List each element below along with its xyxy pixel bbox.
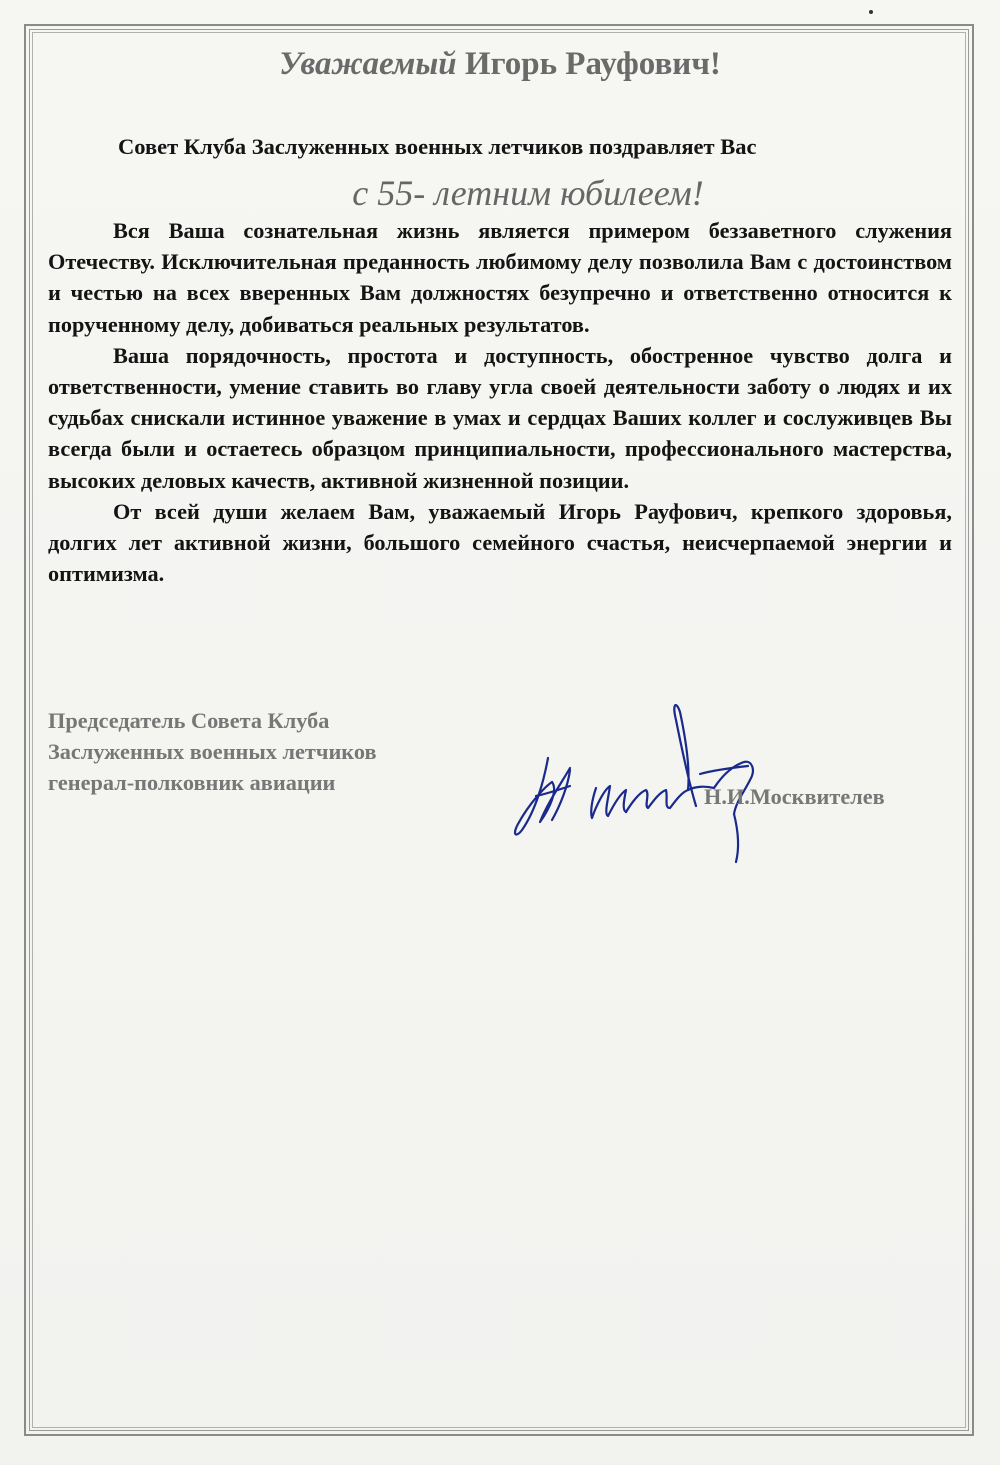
scan-speck <box>869 10 873 14</box>
handwritten-signature <box>500 690 780 870</box>
paragraph-1: Вся Ваша сознательная жизнь является примером беззаветного служения Отечеству. Исключительная преданность любимому делу позволила Вам с достоинством и честью на всех вверенных Вам должностях безупречно и ответственно относится к порученному делу, добиваться реальных результатов. <box>48 218 952 337</box>
paragraph-2: Ваша порядочность, простота и доступность, обостренное чувство долга и ответственности, умение ставить во главу угла своей деятельности заботу о людях и их судьбах снискали истинное уважение в умах и сердцах Ваших коллег и сослуживцев Вы всегда были и остаетесь образцом принципиальности, профессионального мастерства, высоких деловых качеств, активной жизненной позиции. <box>48 342 952 493</box>
signer-name: Н.И.Москвителев <box>704 784 885 809</box>
salutation-name: Игорь Рауфович! <box>464 46 721 82</box>
signer-line-1: Председатель Совета Клуба <box>48 708 330 733</box>
congrats-line: Совет Клуба Заслуженных военных летчиков поздравляет Вас <box>118 134 757 159</box>
jubilee-line: с 55- летним юбилеем! <box>352 173 704 213</box>
salutation <box>0 46 1000 83</box>
signer-line-3: генерал-полковник авиации <box>48 770 336 795</box>
salutation-prefix: Уважаемый <box>279 46 457 82</box>
letter-body <box>48 215 952 589</box>
signer-title <box>48 705 518 798</box>
signer-line-2: Заслуженных военных летчиков <box>48 739 377 764</box>
paragraph-3: От всей души желаем Вам, уважаемый Игорь Рауфович, крепкого здоровья, долгих лет активной жизни, большого семейного счастья, неисчерпаемой энергии и оптимизма. <box>48 498 952 587</box>
